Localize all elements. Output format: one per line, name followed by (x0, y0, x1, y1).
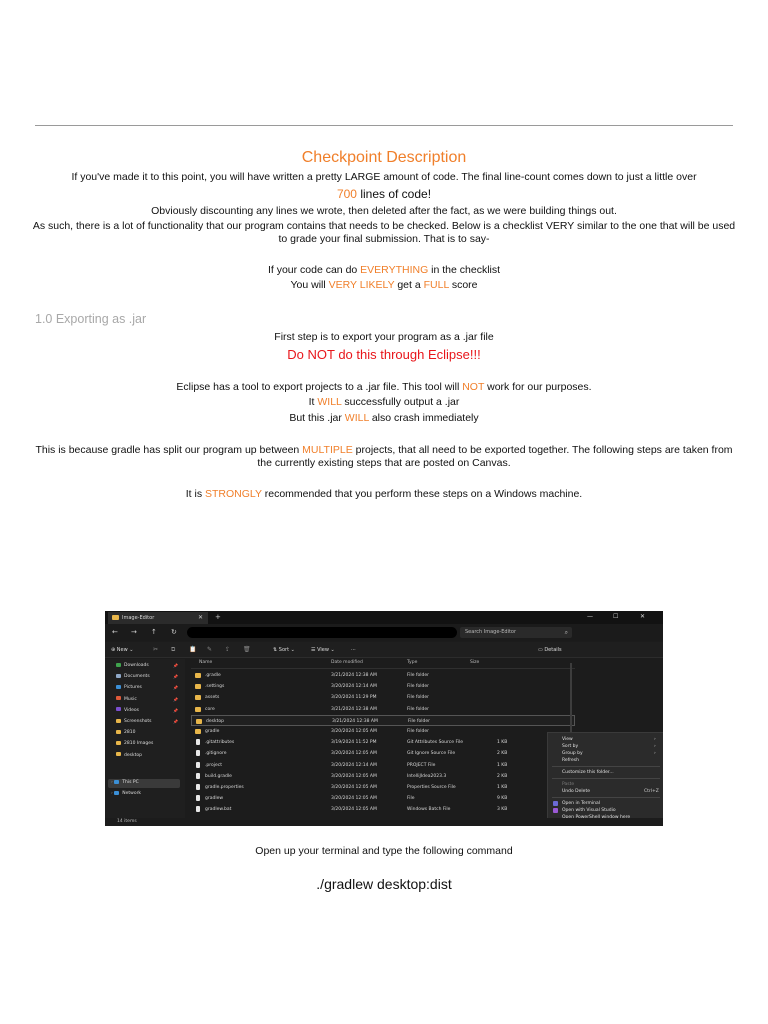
file-row[interactable] (191, 737, 575, 748)
menu-item-view[interactable]: View (562, 737, 573, 742)
file-name: core (205, 706, 215, 712)
intro-line-3: Obviously discounting any lines we wrote, then deleted after the fact, as we were building things out. (151, 205, 617, 217)
this-pc-label: This PC (122, 780, 139, 785)
terminal-instruction: Open up your terminal and type the following command (255, 845, 513, 857)
explorer-toolbar (105, 642, 663, 658)
menu-item-open-terminal[interactable]: Open in Terminal (562, 801, 600, 806)
submenu-arrow-icon: › (654, 737, 656, 742)
paste-icon[interactable]: 📋 (189, 646, 197, 653)
file-date: 3/21/2024 12:38 AM (331, 706, 377, 712)
file-date: 3/20/2024 12:05 AM (331, 729, 377, 734)
file-icon (196, 739, 200, 745)
delete-icon[interactable]: 🗑 (243, 646, 251, 653)
sidebar-item[interactable] (116, 684, 142, 692)
likely-emphasis: VERY LIKELY (328, 279, 395, 291)
folder-icon (116, 674, 121, 678)
menu-separator (552, 778, 660, 779)
column-header-date[interactable]: Date modified (331, 660, 363, 665)
file-size: 1 KB (497, 762, 508, 768)
strongly-text-a: It is (185, 488, 206, 500)
file-row[interactable] (191, 670, 575, 681)
menu-item-group-by[interactable]: Group by (562, 751, 583, 756)
file-row[interactable] (191, 782, 575, 793)
file-size: 9 KB (497, 796, 508, 802)
file-name: .settings (205, 684, 225, 690)
folder-icon (195, 684, 201, 689)
will-line (30, 396, 738, 409)
submenu-arrow-icon: › (654, 751, 656, 756)
sidebar-item[interactable] (116, 752, 142, 760)
multiple-emphasis: MULTIPLE (302, 444, 353, 456)
file-date: 3/19/2024 11:52 PM (331, 740, 377, 746)
likely-line (30, 279, 738, 292)
back-icon[interactable]: ← (112, 628, 118, 636)
menu-item-open-visual-studio[interactable]: Open with Visual Studio (562, 808, 616, 813)
tab-title: Image-Editor (122, 615, 155, 621)
folder-icon (195, 673, 201, 678)
column-header-size[interactable]: Size (470, 660, 480, 665)
file-type: File folder (407, 706, 430, 712)
search-placeholder: Search Image-Editor (465, 629, 517, 635)
file-icon (196, 806, 200, 812)
strongly-text-c: recommended that you perform these steps on a Windows machine. (261, 488, 583, 500)
status-bar (105, 818, 663, 826)
file-row[interactable] (191, 692, 575, 703)
folder-icon (116, 663, 121, 667)
file-size: 1 KB (497, 740, 508, 746)
file-icon (196, 762, 200, 768)
rename-icon[interactable]: ✎ (207, 646, 213, 653)
page-title: Checkpoint Description (301, 149, 467, 166)
forward-icon[interactable]: → (131, 628, 137, 636)
menu-item-sort-by[interactable]: Sort by (562, 744, 579, 749)
file-icon (196, 750, 200, 756)
file-type: File folder (407, 673, 430, 678)
file-row[interactable] (191, 715, 575, 726)
address-bar[interactable] (187, 627, 457, 638)
file-row[interactable] (191, 804, 575, 815)
new-button[interactable]: ⊕ New ⌄ (111, 647, 134, 653)
sidebar-item-network[interactable]: › Network (111, 791, 142, 796)
share-icon[interactable]: ⇪ (225, 646, 231, 653)
gradle-text-a: This is because gradle has split our program up between (35, 444, 303, 456)
intro-line-1: If you've made it to this point, you will have written a pretty LARGE amount of code. The final line-count comes down to just a little over (71, 171, 697, 183)
up-icon[interactable]: ↑ (151, 628, 157, 636)
column-header-name[interactable]: Name (199, 660, 213, 665)
will-text-a: It (308, 396, 318, 408)
crash-text-c: also crash immediately (368, 412, 479, 424)
terminal-icon (553, 801, 558, 806)
eclipse-text-c: work for our purposes. (484, 381, 592, 393)
network-label: Network (122, 791, 142, 796)
pin-icon: 📌 (173, 685, 178, 691)
sidebar-item-this-pc[interactable]: › This PC (111, 780, 139, 785)
crash-emphasis: WILL (344, 412, 369, 424)
file-date: 3/20/2024 12:14 AM (331, 684, 377, 690)
file-date: 3/20/2024 12:14 AM (331, 762, 377, 768)
file-name: .gitignore (205, 751, 227, 757)
maximize-icon[interactable]: ☐ (613, 613, 619, 620)
file-explorer-screenshot (105, 611, 663, 826)
folder-icon (195, 729, 201, 734)
eclipse-line (30, 381, 738, 394)
copy-icon[interactable]: ⧉ (171, 646, 176, 653)
window-close-icon[interactable]: ✕ (640, 613, 646, 620)
file-name: desktop (206, 718, 224, 724)
folder-icon (116, 707, 121, 711)
not-emphasis: NOT (462, 381, 485, 393)
file-row[interactable] (191, 748, 575, 759)
file-date: 3/20/2024 12:05 AM (331, 796, 377, 802)
minimize-icon[interactable]: — (587, 613, 593, 620)
file-name: .gradle (205, 673, 221, 678)
file-row[interactable] (191, 793, 575, 804)
sidebar-item[interactable] (116, 707, 139, 715)
gradle-text-c: projects, that all need to be exported together. The following steps are taken from the currently existing steps that are posted on Canvas. (257, 444, 733, 469)
likely-text-c: get a (394, 279, 424, 291)
file-date: 3/20/2024 12:05 AM (331, 785, 377, 790)
file-type: File folder (408, 718, 431, 724)
everything-text-a: If your code can do (267, 264, 361, 276)
sidebar-item[interactable] (116, 673, 150, 681)
folder-icon (116, 719, 121, 723)
file-name: .gitattributes (205, 740, 235, 746)
explorer-tab[interactable] (108, 612, 208, 624)
line-count-number: 700 (336, 187, 357, 201)
pin-icon: 📌 (173, 719, 178, 724)
file-size: 2 KB (497, 773, 508, 779)
add-tab-icon[interactable]: + (215, 613, 221, 621)
folder-icon (116, 730, 121, 734)
submenu-arrow-icon: › (654, 744, 656, 749)
file-name: build.gradle (205, 773, 232, 779)
file-name: gradlew.bat (205, 807, 232, 813)
sidebar-item-label: Downloads (124, 663, 149, 668)
sidebar-item-label: desktop (124, 752, 142, 758)
file-type: Git Attributes Source File (407, 740, 463, 746)
sidebar-item-label: Music (124, 696, 137, 702)
everything-emphasis: EVERYTHING (360, 264, 429, 276)
sidebar-item-label: Videos (124, 707, 139, 713)
file-type: File folder (407, 695, 430, 701)
file-type: File folder (407, 684, 430, 690)
menu-item-refresh[interactable]: Refresh (562, 758, 579, 763)
step-first: First step is to export your program as a .jar file (274, 331, 494, 343)
crash-text-a: But this .jar (289, 412, 345, 424)
sidebar-item[interactable] (116, 718, 152, 726)
sidebar-item-label: 2810 (124, 730, 136, 736)
sidebar-item-label: Screenshots (124, 719, 152, 724)
warning-text: Do NOT do this through Eclipse!!! (287, 347, 481, 362)
sidebar-item-label: 2810 Images (124, 741, 154, 747)
file-date: 3/20/2024 12:05 AM (331, 807, 377, 813)
sidebar-item[interactable] (116, 729, 135, 737)
command-text: ./gradlew desktop:dist (316, 876, 452, 892)
gradle-line (30, 444, 738, 470)
file-name: .project (205, 762, 223, 768)
file-name: gradle (205, 729, 220, 734)
file-row[interactable] (191, 771, 575, 782)
search-icon: ⌕ (564, 629, 568, 636)
file-date: 3/20/2024 12:05 AM (331, 773, 377, 779)
more-button[interactable]: ··· (351, 647, 356, 653)
menu-item-undo-delete[interactable]: Undo Delete (562, 789, 590, 794)
file-date: 3/20/2024 11:29 PM (331, 695, 377, 701)
details-button[interactable]: ▭ Details (538, 647, 562, 653)
will-text-c: successfully output a .jar (341, 396, 460, 408)
file-row[interactable] (191, 726, 575, 737)
column-header-type[interactable]: Type (407, 660, 418, 665)
folder-icon (112, 615, 119, 620)
file-row[interactable] (191, 681, 575, 692)
strongly-line (30, 488, 738, 501)
everything-text-c: in the checklist (428, 264, 501, 276)
file-icon (196, 795, 200, 801)
sidebar-item[interactable] (116, 740, 153, 748)
folder-icon (116, 685, 121, 689)
intro-line-4: As such, there is a lot of functionality that our program contains that needs to be checked. Below is a checklist VERY similar to the one that will be used to grade your final submission. That is to say- (32, 220, 736, 245)
view-button[interactable]: ☰ View ⌄ (311, 647, 335, 653)
sidebar-item-label: Pictures (124, 685, 142, 691)
section-heading: 1.0 Exporting as .jar (35, 312, 147, 326)
file-icon (196, 784, 200, 790)
pin-icon: 📌 (173, 696, 178, 702)
sidebar-item-label: Documents (124, 674, 150, 680)
file-size: 1 KB (497, 785, 508, 790)
file-date: 3/21/2024 12:38 AM (332, 718, 378, 724)
folder-icon (116, 752, 121, 756)
full-emphasis: FULL (423, 279, 449, 291)
file-size: 2 KB (497, 751, 508, 757)
file-type: Windows Batch File (407, 807, 451, 813)
file-type: Git Ignore Source File (407, 751, 456, 757)
file-name: assets (205, 695, 220, 701)
details-label: Details (544, 647, 562, 653)
horizontal-rule (35, 125, 733, 126)
intro-line-2 (30, 187, 738, 201)
sidebar-item[interactable] (116, 662, 149, 670)
strongly-emphasis: STRONGLY (205, 488, 262, 500)
will-emphasis: WILL (317, 396, 342, 408)
folder-icon (116, 696, 121, 700)
eclipse-text-a: Eclipse has a tool to export projects to a .jar file. This tool will (176, 381, 463, 393)
sort-button[interactable]: ⇅ Sort ⌄ (273, 647, 295, 653)
file-type: Properties Source File (407, 785, 456, 790)
file-type: PROJECT File (407, 762, 436, 768)
item-count: 14 items (117, 819, 137, 824)
folder-icon (196, 719, 202, 724)
sidebar-item[interactable] (116, 696, 137, 704)
folder-icon (116, 741, 121, 745)
file-name: gradlew (205, 796, 224, 802)
header-divider (191, 668, 575, 669)
folder-icon (195, 707, 201, 712)
explorer-navbar (105, 624, 663, 641)
refresh-icon[interactable]: ↻ (171, 628, 177, 636)
file-date: 3/21/2024 12:38 AM (331, 673, 377, 678)
menu-item-customize[interactable]: Customize this folder... (562, 770, 614, 775)
close-icon[interactable]: ✕ (198, 614, 204, 621)
cut-icon[interactable]: ✂ (153, 646, 159, 653)
line-count-text: lines of code! (356, 187, 432, 201)
crash-line (30, 412, 738, 425)
file-date: 3/20/2024 12:05 AM (331, 751, 377, 757)
undo-shortcut: Ctrl+Z (644, 789, 659, 794)
search-input[interactable] (460, 627, 572, 638)
pin-icon: 📌 (173, 707, 178, 713)
menu-separator (552, 797, 660, 798)
file-type: File (407, 796, 415, 802)
menu-separator (552, 766, 660, 767)
file-type: File folder (407, 729, 430, 734)
context-menu (547, 732, 663, 826)
everything-line (30, 264, 738, 277)
pin-icon: 📌 (173, 674, 178, 680)
file-icon (196, 773, 200, 779)
file-row[interactable] (191, 760, 575, 771)
menu-item-paste: Paste (562, 782, 575, 787)
explorer-titlebar (105, 611, 663, 624)
folder-icon (195, 695, 201, 700)
likely-text-e: score (448, 279, 478, 291)
likely-text-a: You will (290, 279, 329, 291)
file-type: IntelliJIdea2023.3 (407, 773, 447, 779)
file-size: 3 KB (497, 807, 508, 813)
file-row[interactable] (191, 704, 575, 715)
navigation-pane (105, 659, 185, 818)
pin-icon: 📌 (173, 663, 178, 668)
visual-studio-icon (553, 808, 558, 813)
file-name: gradle.properties (205, 785, 244, 790)
